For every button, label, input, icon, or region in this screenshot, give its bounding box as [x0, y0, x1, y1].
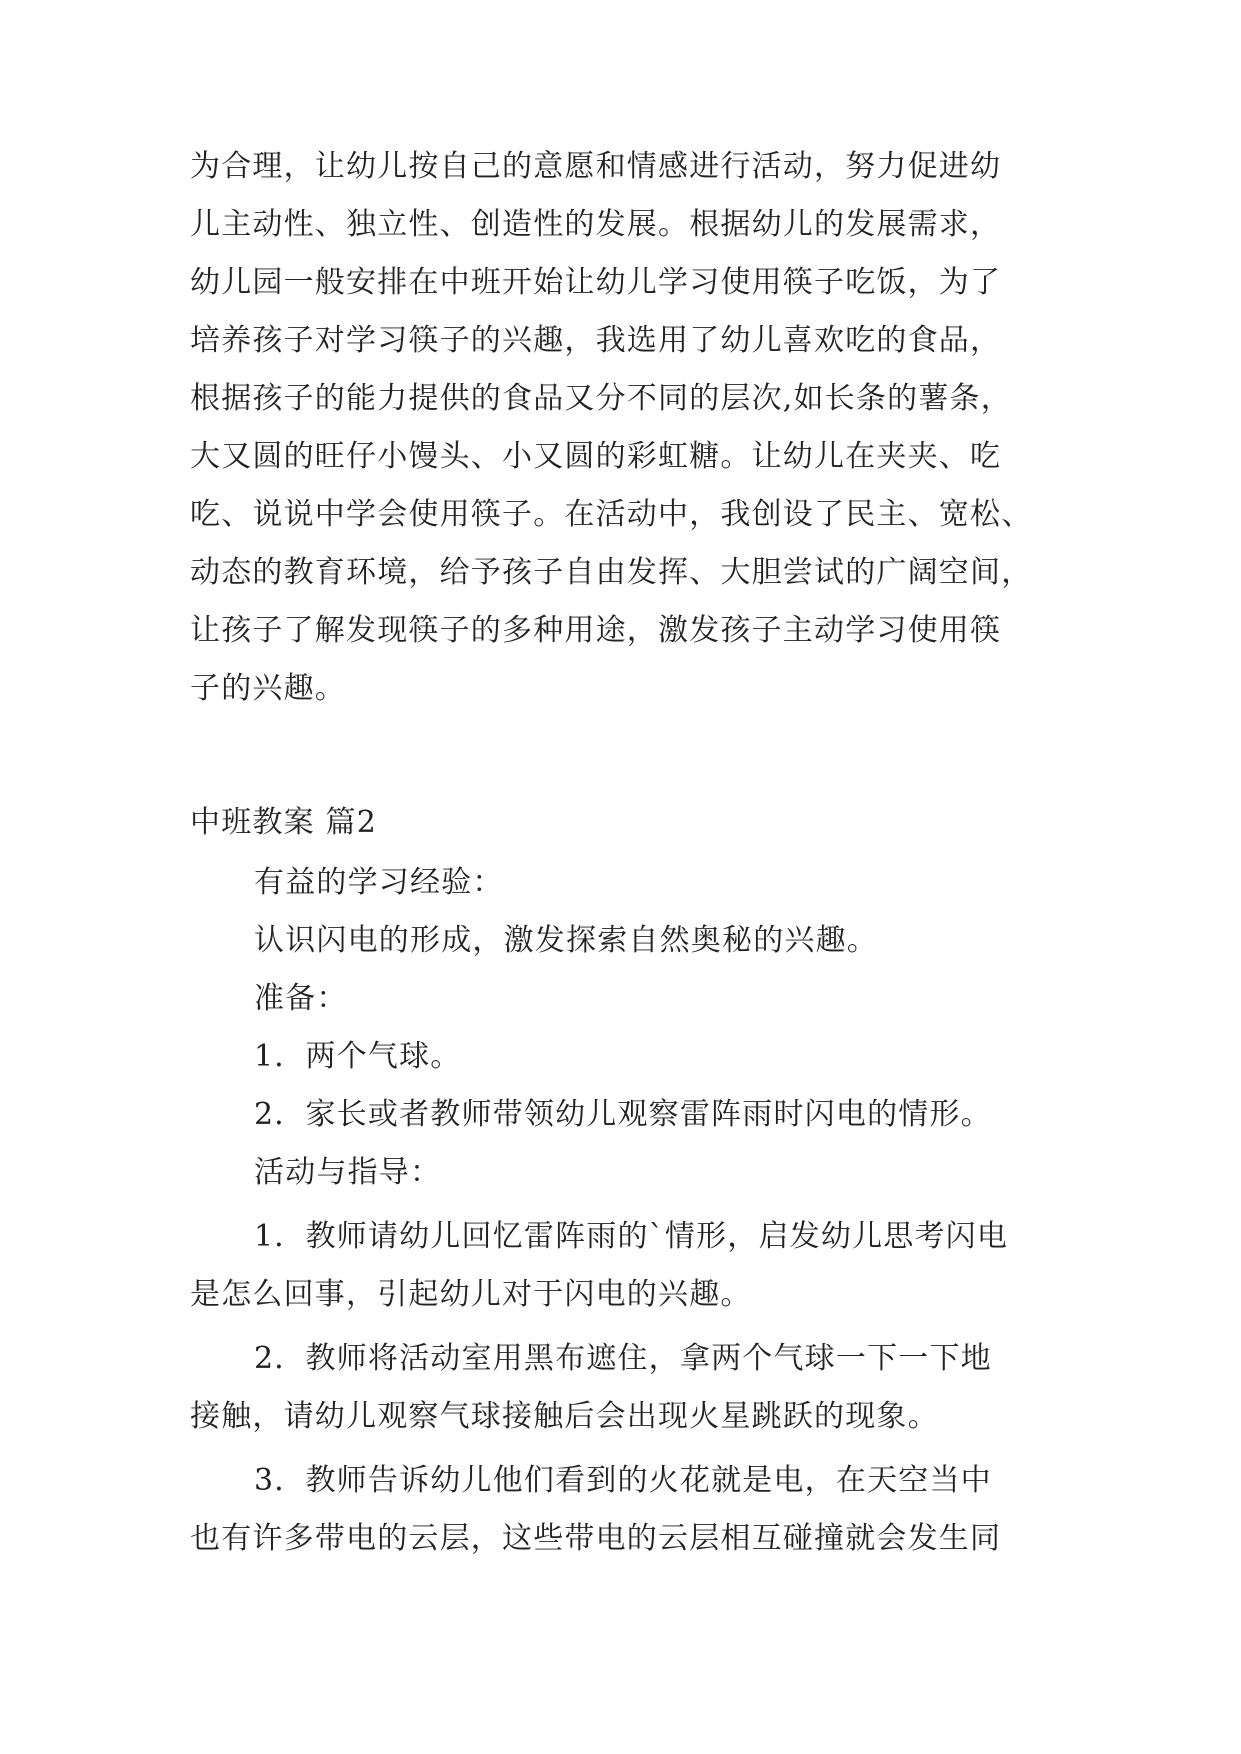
activity-step-line: 是怎么回事，引起幼儿对于闪电的兴趣。 — [190, 1277, 752, 1312]
paragraph-line: 动态的教育环境，给予孩子自由发挥、大胆尝试的广阔空间， — [190, 555, 1033, 590]
experience-text: 认识闪电的形成，激发探索自然奥秘的兴趣。 — [254, 923, 878, 958]
prep-item: 1．两个气球。 — [254, 1039, 462, 1074]
prep-item: 2．家长或者教师带领幼儿观察雷阵雨时闪电的情形。 — [254, 1097, 992, 1132]
activity-step-line: 接触，请幼儿观察气球接触后会出现火星跳跃的现象。 — [190, 1399, 939, 1434]
activity-step-line: 2．教师将活动室用黑布遮住，拿两个气球一下一下地 — [254, 1341, 992, 1376]
paragraph-line: 子的兴趣。 — [190, 671, 346, 706]
paragraph-line: 幼儿园一般安排在中班开始让幼儿学习使用筷子吃饭，为了 — [190, 265, 1002, 300]
paragraph-line: 为合理，让幼儿按自己的意愿和情感进行活动，努力促进幼 — [190, 149, 1002, 184]
paragraph-line: 大又圆的旺仔小馒头、小又圆的彩虹糖。让幼儿在夹夹、吃 — [190, 439, 1002, 474]
activity-step-line: 也有许多带电的云层，这些带电的云层相互碰撞就会发生同 — [190, 1521, 1002, 1556]
experience-label: 有益的学习经验： — [254, 865, 504, 900]
activity-step-line: 3．教师告诉幼儿他们看到的火花就是电，在天空当中 — [254, 1463, 992, 1498]
section-heading: 中班教案 篇2 — [190, 805, 378, 840]
paragraph-line: 培养孩子对学习筷子的兴趣，我选用了幼儿喜欢吃的食品， — [190, 323, 1002, 358]
activity-step-line: 1．教师请幼儿回忆雷阵雨的`情形，启发幼儿思考闪电 — [254, 1219, 1009, 1254]
paragraph-line: 让孩子了解发现筷子的多种用途，激发孩子主动学习使用筷 — [190, 613, 1002, 648]
activity-label: 活动与指导： — [254, 1155, 442, 1190]
prep-label: 准备： — [254, 981, 348, 1016]
paragraph-line: 儿主动性、独立性、创造性的发展。根据幼儿的发展需求， — [190, 207, 1002, 242]
paragraph-line: 吃、说说中学会使用筷子。在活动中，我创设了民主、宽松、 — [190, 497, 1033, 532]
paragraph-line: 根据孩子的能力提供的食品又分不同的层次,如长条的薯条， — [190, 381, 1012, 416]
